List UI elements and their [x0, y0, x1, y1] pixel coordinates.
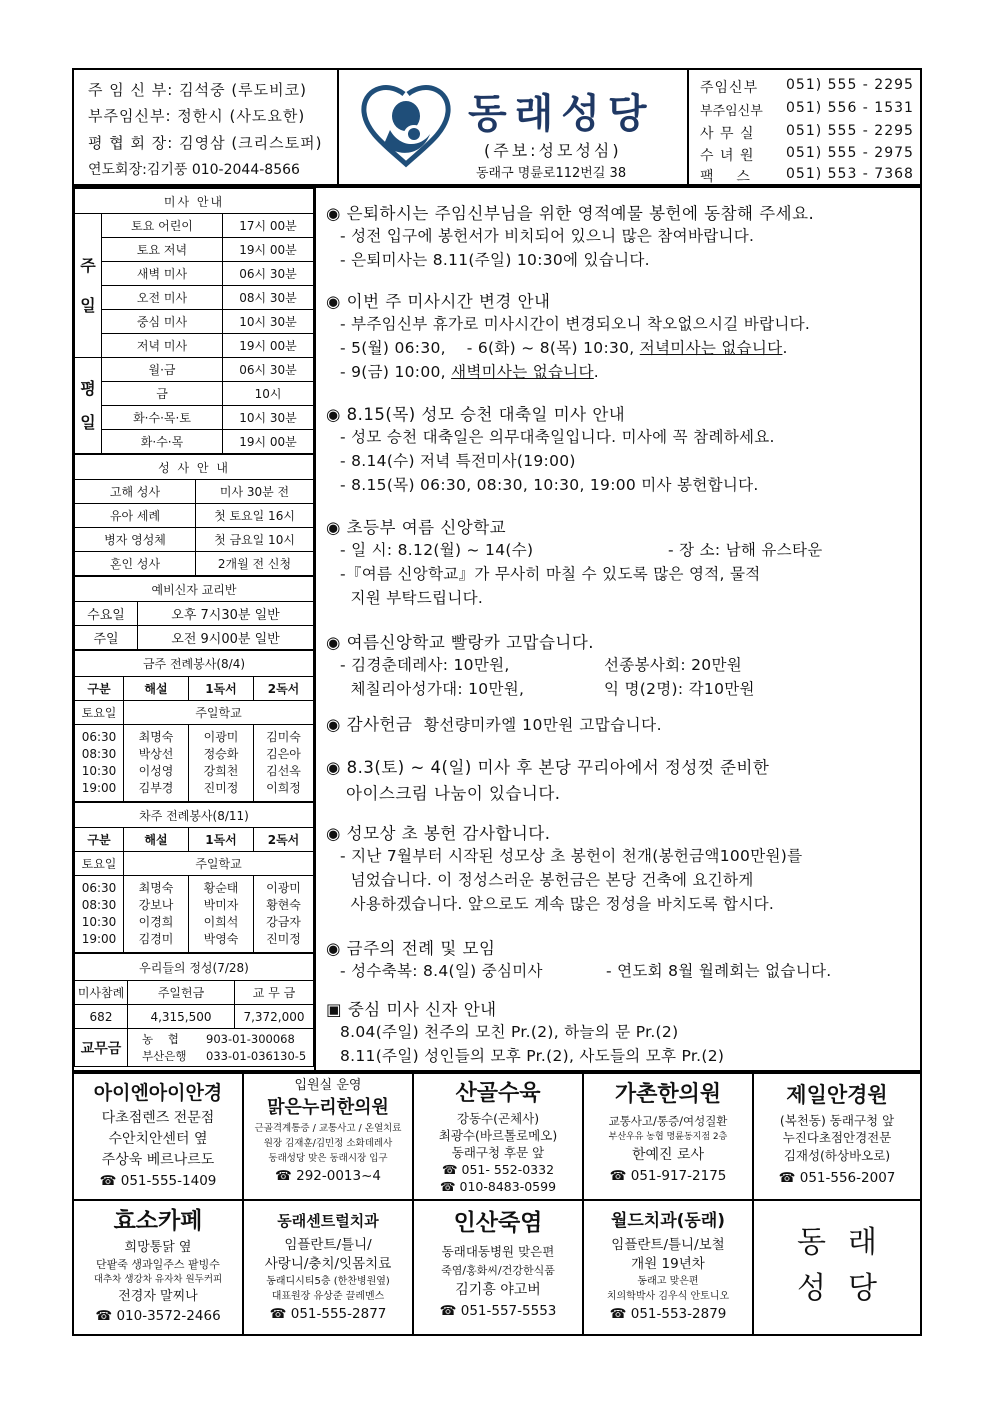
church-name-char: 성 — [797, 1271, 848, 1306]
notice-line-text: - 김경춘데레사: 10만원, — [340, 656, 510, 674]
ad-line: 치의학박사 김우식 안토니오 — [606, 1291, 730, 1302]
notice-line: -『여름 신앙학교』가 무사히 마칠 수 있도록 많은 영적, 물적 — [340, 565, 761, 583]
mass-name: 금 — [102, 382, 223, 406]
underlined-text: 새벽미사는 없습니다 — [451, 363, 594, 381]
notice-10 — [326, 996, 916, 1068]
ad-phone — [74, 1306, 242, 1326]
col-header: 구분 — [75, 677, 124, 701]
notice-2 — [326, 288, 916, 384]
church-name-char: 동 — [797, 1225, 848, 1260]
ad-line: 근골격계통증 / 교통사고 / 온열치료 — [254, 1123, 402, 1134]
ad-line: 김재성(하상바오로) — [783, 1148, 891, 1163]
phone-number-assistant: 051) 556 - 1531 — [786, 100, 914, 116]
header-prayer-president: 연도회장:김기풍 010-2044-8566 — [88, 162, 300, 178]
sunday-label-char-1: 주 — [80, 255, 96, 275]
phone-number-pastor: 051) 555 - 2295 — [786, 77, 914, 93]
mass-time: 10시 30분 — [223, 310, 314, 334]
phone-icon: ☎ — [609, 1168, 627, 1184]
person: 강희천 — [203, 764, 239, 778]
ad-line: 다초점렌즈 전문점 — [101, 1110, 215, 1126]
ad-line: 희망통닭 옆 — [124, 1240, 192, 1255]
church-name-char: 래 — [848, 1225, 899, 1260]
ad-line: 최광수(바르톨로메오) — [438, 1128, 558, 1143]
offering-header: 교 무 금 — [235, 981, 314, 1005]
ad-gachon-clinic — [584, 1078, 752, 1186]
ad-insan-jukyeom — [414, 1204, 582, 1321]
weekday-label — [75, 358, 102, 454]
mass-name: 월·금 — [102, 358, 223, 382]
catechumen-table — [74, 576, 314, 650]
ad-line: 김기흥 야고버 — [455, 1282, 541, 1298]
phone-icon: ☎ — [609, 1306, 627, 1322]
notice-title: ◉ 여름신앙학교 빨랑카 고맙습니다. — [326, 633, 595, 652]
person: 박미자 — [203, 898, 239, 912]
commentary-cell — [124, 876, 189, 953]
notice-line-text: 선종봉사회: 20만원 — [604, 656, 742, 674]
weekday-label-char-1: 평 — [80, 378, 96, 398]
ad-phone-number: 051-917-2175 — [630, 1168, 727, 1184]
notice-6 — [326, 711, 916, 735]
person: 박영숙 — [203, 932, 239, 946]
service-this-title: 금주 전례봉사(8/4) — [75, 651, 314, 677]
notice-line: 지원 부탁드립니다. — [340, 589, 484, 607]
catechumen-time: 오후 7시30분 일반 — [138, 602, 314, 626]
ad-church-name — [754, 1220, 920, 1312]
notice-line — [326, 959, 916, 983]
col-header: 구분 — [75, 828, 124, 852]
time: 19:00 — [81, 781, 117, 795]
catechumen-day: 수요일 — [75, 602, 138, 626]
header-divider-left — [337, 68, 339, 186]
ads-row-divider — [72, 1199, 922, 1201]
saturday-label: 토요일 — [75, 852, 124, 876]
person: 김은아 — [266, 747, 301, 761]
bank-name: 부산은행 — [142, 1048, 187, 1063]
notice-line-text: - 5(월) 06:30, - 6(화) ~ 8(목) 10:30, — [340, 339, 640, 357]
sunday-label-char-2: 일 — [80, 295, 96, 315]
ad-name: 산골수육 — [455, 1081, 541, 1106]
person: 이희정 — [266, 781, 301, 795]
person: 정승화 — [203, 747, 239, 761]
notice-line-text: 익 명(2명): 각10만원 — [604, 680, 755, 698]
notice-7 — [326, 754, 916, 804]
ad-line: 대표원장 유상준 끌레멘스 — [271, 1291, 385, 1302]
mass-time: 10시 30분 — [223, 406, 314, 430]
ad-line: 교통사고/통증/여성질환 — [608, 1114, 728, 1128]
person: 황현숙 — [266, 898, 301, 912]
mass-time: 10시 — [223, 382, 314, 406]
phone-icon: ☎ — [441, 1162, 458, 1177]
notice-line: 아이스크림 나눔이 있습니다. — [346, 784, 561, 803]
ad-sangol-suyuk — [414, 1078, 582, 1195]
account-line-2 — [142, 1048, 313, 1065]
ad-line: 동래성당 맞은 동래시장 입구 — [268, 1153, 388, 1164]
mass-name: 새벽 미사 — [102, 262, 223, 286]
phone-number-convent: 051) 555 - 2975 — [786, 145, 914, 161]
ad-world-dental — [584, 1206, 752, 1324]
ad-phone — [244, 1166, 412, 1186]
mass-time: 17시 00분 — [223, 214, 314, 238]
notice-line: - 부주임신부 휴가로 미사시간이 변경되오니 착오없으시길 바랍니다. — [340, 315, 811, 333]
offering-title: 우리들의 정성(7/28) — [75, 954, 314, 981]
ad-name: 맑은누리한의원 — [267, 1097, 389, 1118]
notice-title — [326, 711, 916, 735]
ad-jeil-optical — [754, 1078, 920, 1188]
ad-line: 주상욱 베르나르도 — [101, 1152, 215, 1168]
sacrament-name: 유아 세례 — [75, 504, 196, 528]
time: 10:30 — [81, 915, 117, 929]
ad-line: 원장 김재훈/김민정 소화데레사 — [263, 1138, 393, 1149]
col-header: 1독서 — [189, 677, 254, 701]
notice-line-text: 체칠리아성가대: 10만원, — [340, 680, 525, 698]
notice-line-text: - 성수축복: 8.4(일) 중심미사 — [340, 962, 543, 980]
header-pastor: 주 임 신 부: 김석중 (루도비코) — [88, 81, 307, 99]
person: 강보나 — [138, 898, 174, 912]
phone-label-fax: 팩 스 — [700, 169, 751, 185]
account-label: 교무금 — [75, 1029, 128, 1067]
saturday-label: 토요일 — [75, 701, 124, 725]
bank-name: 농 협 — [142, 1031, 179, 1046]
notice-title-text: ◉ 감사헌금 — [326, 715, 413, 734]
ad-hyoso-cafe — [74, 1204, 242, 1326]
ad-phone-number: 010-3572-2466 — [116, 1308, 221, 1324]
col-header: 해설 — [124, 677, 189, 701]
sacrament-value: 2개월 전 신청 — [196, 552, 314, 576]
commentary-cell — [124, 725, 189, 802]
ad-line: 동래고 맞은편 — [637, 1276, 699, 1287]
notice-line: - 5(월) 06:30, - 6(화) ~ 8(목) 10:30, 저녁미사는 없습니다. — [340, 339, 788, 357]
ad-phone — [414, 1178, 582, 1195]
catechumen-title: 예비신자 교리반 — [75, 577, 314, 602]
notice-title: ◉ 8.15(목) 성모 승천 대축일 미사 안내 — [326, 405, 626, 424]
notice-line: 넘었습니다. 이 정성스러운 봉헌금은 본당 건축에 요긴하게 — [340, 871, 754, 889]
notice-line-text: - 일 시: 8.12(월) ~ 14(수) — [340, 541, 534, 559]
notice-5 — [326, 629, 916, 701]
phone-label-convent: 수 녀 원 — [700, 148, 755, 164]
notice-line: - 성모 승천 대축일은 의무대축일입니다. 미사에 꼭 참례하세요. — [340, 428, 775, 446]
person: 황순태 — [203, 881, 239, 895]
reading2-cell — [254, 725, 314, 802]
sacrament-value: 첫 토요일 16시 — [196, 504, 314, 528]
ad-phone-number: 051-557-5553 — [460, 1303, 557, 1319]
time: 08:30 — [81, 898, 117, 912]
account-cell — [128, 1029, 314, 1067]
sacrament-title: 성 사 안 내 — [75, 455, 314, 480]
ad-line: 강동수(곤체사) — [456, 1111, 540, 1126]
saturday-value: 주일학교 — [124, 701, 314, 725]
offering-value: 7,372,000 — [235, 1005, 314, 1029]
person: 이성영 — [138, 764, 174, 778]
mass-name: 화·수·목 — [102, 430, 223, 454]
ad-line: 단팥죽 생과일주스 팥빙수 — [96, 1258, 220, 1271]
notice-9 — [326, 935, 916, 983]
church-name-char: 당 — [848, 1271, 899, 1306]
notice-line: - 은퇴미사는 8.11(주일) 10:30에 있습니다. — [340, 251, 650, 269]
ad-line: 한예진 로사 — [631, 1147, 705, 1163]
time: 19:00 — [81, 932, 117, 946]
notice-line — [326, 677, 916, 701]
header-divider-right — [687, 68, 689, 186]
phone-icon: ☎ — [439, 1303, 457, 1319]
ad-line: 임플란트/틀니/보철 — [611, 1237, 725, 1253]
ad-line: 죽염/홍화씨/건강한식품 — [441, 1264, 555, 1277]
phone-icon: ☎ — [269, 1306, 287, 1322]
col-header: 2독서 — [254, 828, 314, 852]
time: 06:30 — [81, 881, 117, 895]
mass-name: 오전 미사 — [102, 286, 223, 310]
ad-line: 수안치안센터 옆 — [108, 1131, 208, 1147]
time-cell — [75, 876, 124, 953]
ad-phone-number: 051-556-2007 — [799, 1170, 896, 1186]
notice-title: ◉ 금주의 전례 및 모임 — [326, 939, 496, 958]
phone-icon: ☎ — [99, 1173, 117, 1189]
notice-line: 사용하겠습니다. 앞으로도 계속 많은 정성을 바치도록 합시다. — [340, 895, 775, 913]
phone-icon: ☎ — [439, 1179, 456, 1194]
notice-3 — [326, 401, 916, 497]
ad-top: 입원실 운영 — [294, 1078, 362, 1093]
time-cell — [75, 725, 124, 802]
ad-line: 임플란트/틀니/ — [284, 1237, 372, 1253]
ad-phone — [584, 1304, 752, 1324]
ad-phone — [244, 1304, 412, 1324]
col-header: 1독서 — [189, 828, 254, 852]
ad-name: 아이엔아이안경 — [93, 1082, 223, 1104]
sacrament-name: 혼인 성사 — [75, 552, 196, 576]
header-council-president: 평 협 회 장: 김영삼 (크리스토퍼) — [88, 134, 323, 152]
ad-name: 가촌한의원 — [614, 1082, 722, 1107]
person: 김선옥 — [266, 764, 301, 778]
col-header: 2독서 — [254, 677, 314, 701]
phone-icon: ☎ — [95, 1308, 113, 1324]
notice-1 — [326, 200, 916, 272]
mass-time: 19시 00분 — [223, 334, 314, 358]
person: 김미숙 — [266, 730, 301, 744]
mass-name: 중심 미사 — [102, 310, 223, 334]
phone-number-fax: 051) 553 - 7368 — [786, 166, 914, 182]
ad-line: 전경자 말찌나 — [118, 1289, 198, 1304]
ad-name: 제일안경원 — [786, 1083, 888, 1107]
offering-value: 4,315,500 — [128, 1005, 235, 1029]
ad-phone — [74, 1171, 242, 1191]
notice-line: - 지난 7월부터 시작된 성모상 초 봉헌이 천개(봉헌금액100만원)를 — [340, 847, 803, 865]
ad-line: (복천동) 동래구청 앞 — [779, 1113, 895, 1128]
sunday-label — [75, 214, 102, 358]
notice-line: - 8.14(수) 저녁 특전미사(19:00) — [340, 452, 576, 470]
person: 이광미 — [266, 881, 301, 895]
person: 이광미 — [203, 730, 239, 744]
person: 최명숙 — [138, 881, 174, 895]
person: 진미정 — [203, 781, 239, 795]
ad-name: 월드치과(동래) — [610, 1211, 726, 1231]
ad-line: 사랑니/충치/잇몸치료 — [264, 1256, 392, 1272]
phone-icon: ☎ — [778, 1170, 796, 1186]
time: 10:30 — [81, 764, 117, 778]
notice-title: ◉ 이번 주 미사시간 변경 안내 — [326, 292, 551, 311]
account-number: 033-01-036130-5 — [206, 1048, 307, 1063]
notice-line: 8.11(주일) 성인들의 모후 Pr.(2), 사도들의 모후 Pr.(2) — [340, 1047, 725, 1065]
notice-line: - 9(금) 10:00, 새벽미사는 없습니다. — [340, 363, 600, 381]
person: 김부경 — [138, 781, 174, 795]
sacrament-table — [74, 454, 314, 576]
mass-name: 저녁 미사 — [102, 334, 223, 358]
offering-value: 682 — [75, 1005, 128, 1029]
sacrament-value: 첫 금요일 10시 — [196, 528, 314, 552]
person: 최명숙 — [138, 730, 174, 744]
offering-header: 미사참례 — [75, 981, 128, 1005]
left-column — [74, 188, 314, 1067]
mass-name: 토요 저녁 — [102, 238, 223, 262]
ad-name: 효소카페 — [113, 1208, 203, 1234]
person: 진미정 — [266, 932, 301, 946]
notice-line: - 성전 입구에 봉헌서가 비치되어 있으니 많은 참여바랍니다. — [340, 227, 755, 245]
ad-name: 인산죽염 — [453, 1210, 543, 1236]
mass-table — [74, 188, 314, 454]
notice-title: ◉ 성모상 초 봉헌 감사합니다. — [326, 824, 551, 843]
underlined-text: 저녁미사는 없습니다 — [639, 339, 783, 357]
mass-time: 08시 30분 — [223, 286, 314, 310]
mary-heart-logo — [356, 82, 456, 174]
reading2-cell — [254, 876, 314, 953]
mass-time: 06시 30분 — [223, 358, 314, 382]
church-name-line-1 — [754, 1220, 920, 1266]
time: 08:30 — [81, 747, 117, 761]
service-this-table — [74, 650, 314, 802]
service-next-title: 차주 전례봉사(8/11) — [75, 803, 314, 828]
ad-phone — [414, 1161, 582, 1178]
ad-phone-number: 010-8483-0599 — [459, 1179, 557, 1194]
notice-line-text: - 장 소: 남해 유스타운 — [668, 541, 823, 559]
notice-line — [326, 538, 916, 562]
sacrament-value: 미사 30분 전 — [196, 480, 314, 504]
person: 강금자 — [266, 915, 301, 929]
sacrament-name: 고해 성사 — [75, 480, 196, 504]
ad-phone — [754, 1168, 920, 1188]
mass-time: 19시 00분 — [223, 238, 314, 262]
notice-title: ▣ 중심 미사 신자 안내 — [326, 1000, 497, 1019]
ad-line: 누진다초점안경전문 — [782, 1130, 892, 1145]
mass-title: 미사 안내 — [75, 189, 314, 214]
col-header: 해설 — [124, 828, 189, 852]
offering-table — [74, 953, 314, 1067]
account-number: 903-01-300068 — [206, 1031, 295, 1046]
ad-phone-number: 051- 552-0332 — [461, 1162, 555, 1177]
notice-title: ◉ 초등부 여름 신앙학교 — [326, 518, 507, 537]
notice-line: 8.04(주일) 천주의 모친 Pr.(2), 하늘의 문 Pr.(2) — [340, 1023, 679, 1041]
main-column-divider — [314, 186, 316, 1072]
service-next-table — [74, 802, 314, 953]
notice-title: ◉ 은퇴하시는 주임신부님을 위한 영적예물 봉헌에 동참해 주세요. — [326, 204, 815, 223]
church-address: 동래구 명륜로112번길 38 — [476, 166, 627, 181]
sacrament-name: 병자 영성체 — [75, 528, 196, 552]
catechumen-day: 주일 — [75, 626, 138, 650]
time: 06:30 — [81, 730, 117, 744]
ad-line: 개원 19년차 — [631, 1256, 705, 1272]
ad-phone-number: 051-555-1409 — [120, 1173, 217, 1189]
notice-line-text: - 연도회 8월 월례회는 없습니다. — [606, 962, 832, 980]
notice-line-text: - 9(금) 10:00, — [340, 363, 452, 381]
ad-line: 대추차 생강차 유자차 원두커피 — [93, 1274, 223, 1285]
ad-malgeun-nuri — [244, 1076, 412, 1186]
ad-name: 동래센트럴치과 — [277, 1212, 379, 1230]
reading1-cell — [189, 876, 254, 953]
notice-line-text: 황선량미카엘 10만원 고맙습니다. — [423, 716, 663, 734]
mass-name: 토요 어린이 — [102, 214, 223, 238]
phone-icon: ☎ — [274, 1168, 292, 1184]
phone-number-office: 051) 555 - 2295 — [786, 123, 914, 139]
ad-phone-number: 051-553-2879 — [630, 1306, 727, 1322]
notice-8 — [326, 820, 916, 916]
notice-title: ◉ 8.3(토) ~ 4(일) 미사 후 본당 꾸리아에서 정성껏 준비한 — [326, 758, 770, 777]
person: 이경희 — [138, 915, 174, 929]
ad-line: 동래디시티5층 (한찬병원옆) — [266, 1276, 390, 1287]
offering-header: 주일헌금 — [128, 981, 235, 1005]
church-patron: (주보:성모성심) — [484, 141, 622, 160]
person: 박상선 — [138, 747, 174, 761]
phone-label-office: 사 무 실 — [700, 126, 755, 142]
phone-label-assistant: 부주임신부 — [700, 104, 763, 119]
notice-line: - 8.15(목) 06:30, 08:30, 10:30, 19:00 미사 봉헌합니다. — [340, 476, 759, 494]
ad-line: 부산우유 농협 명륜동지점 2층 — [608, 1132, 728, 1142]
saturday-value: 주일학교 — [124, 852, 314, 876]
ad-line: 동래대동병원 맞은편 — [441, 1244, 555, 1259]
phone-label-pastor: 주임신부 — [700, 80, 759, 96]
catechumen-time: 오전 9시00분 일반 — [138, 626, 314, 650]
ad-dongrae-central-dental — [244, 1206, 412, 1324]
ad-phone — [414, 1301, 582, 1321]
ad-phone-number: 292-0013~4 — [296, 1168, 382, 1184]
notice-4 — [326, 514, 916, 610]
ad-line: 동래구청 후문 앞 — [451, 1145, 545, 1160]
person: 이희석 — [203, 915, 239, 929]
ad-ini-optical — [74, 1078, 242, 1191]
ad-phone — [584, 1166, 752, 1186]
notice-line — [326, 653, 916, 677]
header-assistant-pastor: 부주임신부: 정한시 (사도요한) — [88, 107, 306, 125]
mass-name: 화·수·목·토 — [102, 406, 223, 430]
reading1-cell — [189, 725, 254, 802]
mass-time: 19시 00분 — [223, 430, 314, 454]
account-line-1 — [142, 1031, 313, 1048]
person: 김경미 — [138, 932, 174, 946]
church-title: 동래성당 — [468, 91, 655, 137]
ad-phone-number: 051-555-2877 — [290, 1306, 387, 1322]
mass-time: 06시 30분 — [223, 262, 314, 286]
church-name-line-2 — [754, 1266, 920, 1312]
weekday-label-char-2: 일 — [80, 412, 96, 432]
